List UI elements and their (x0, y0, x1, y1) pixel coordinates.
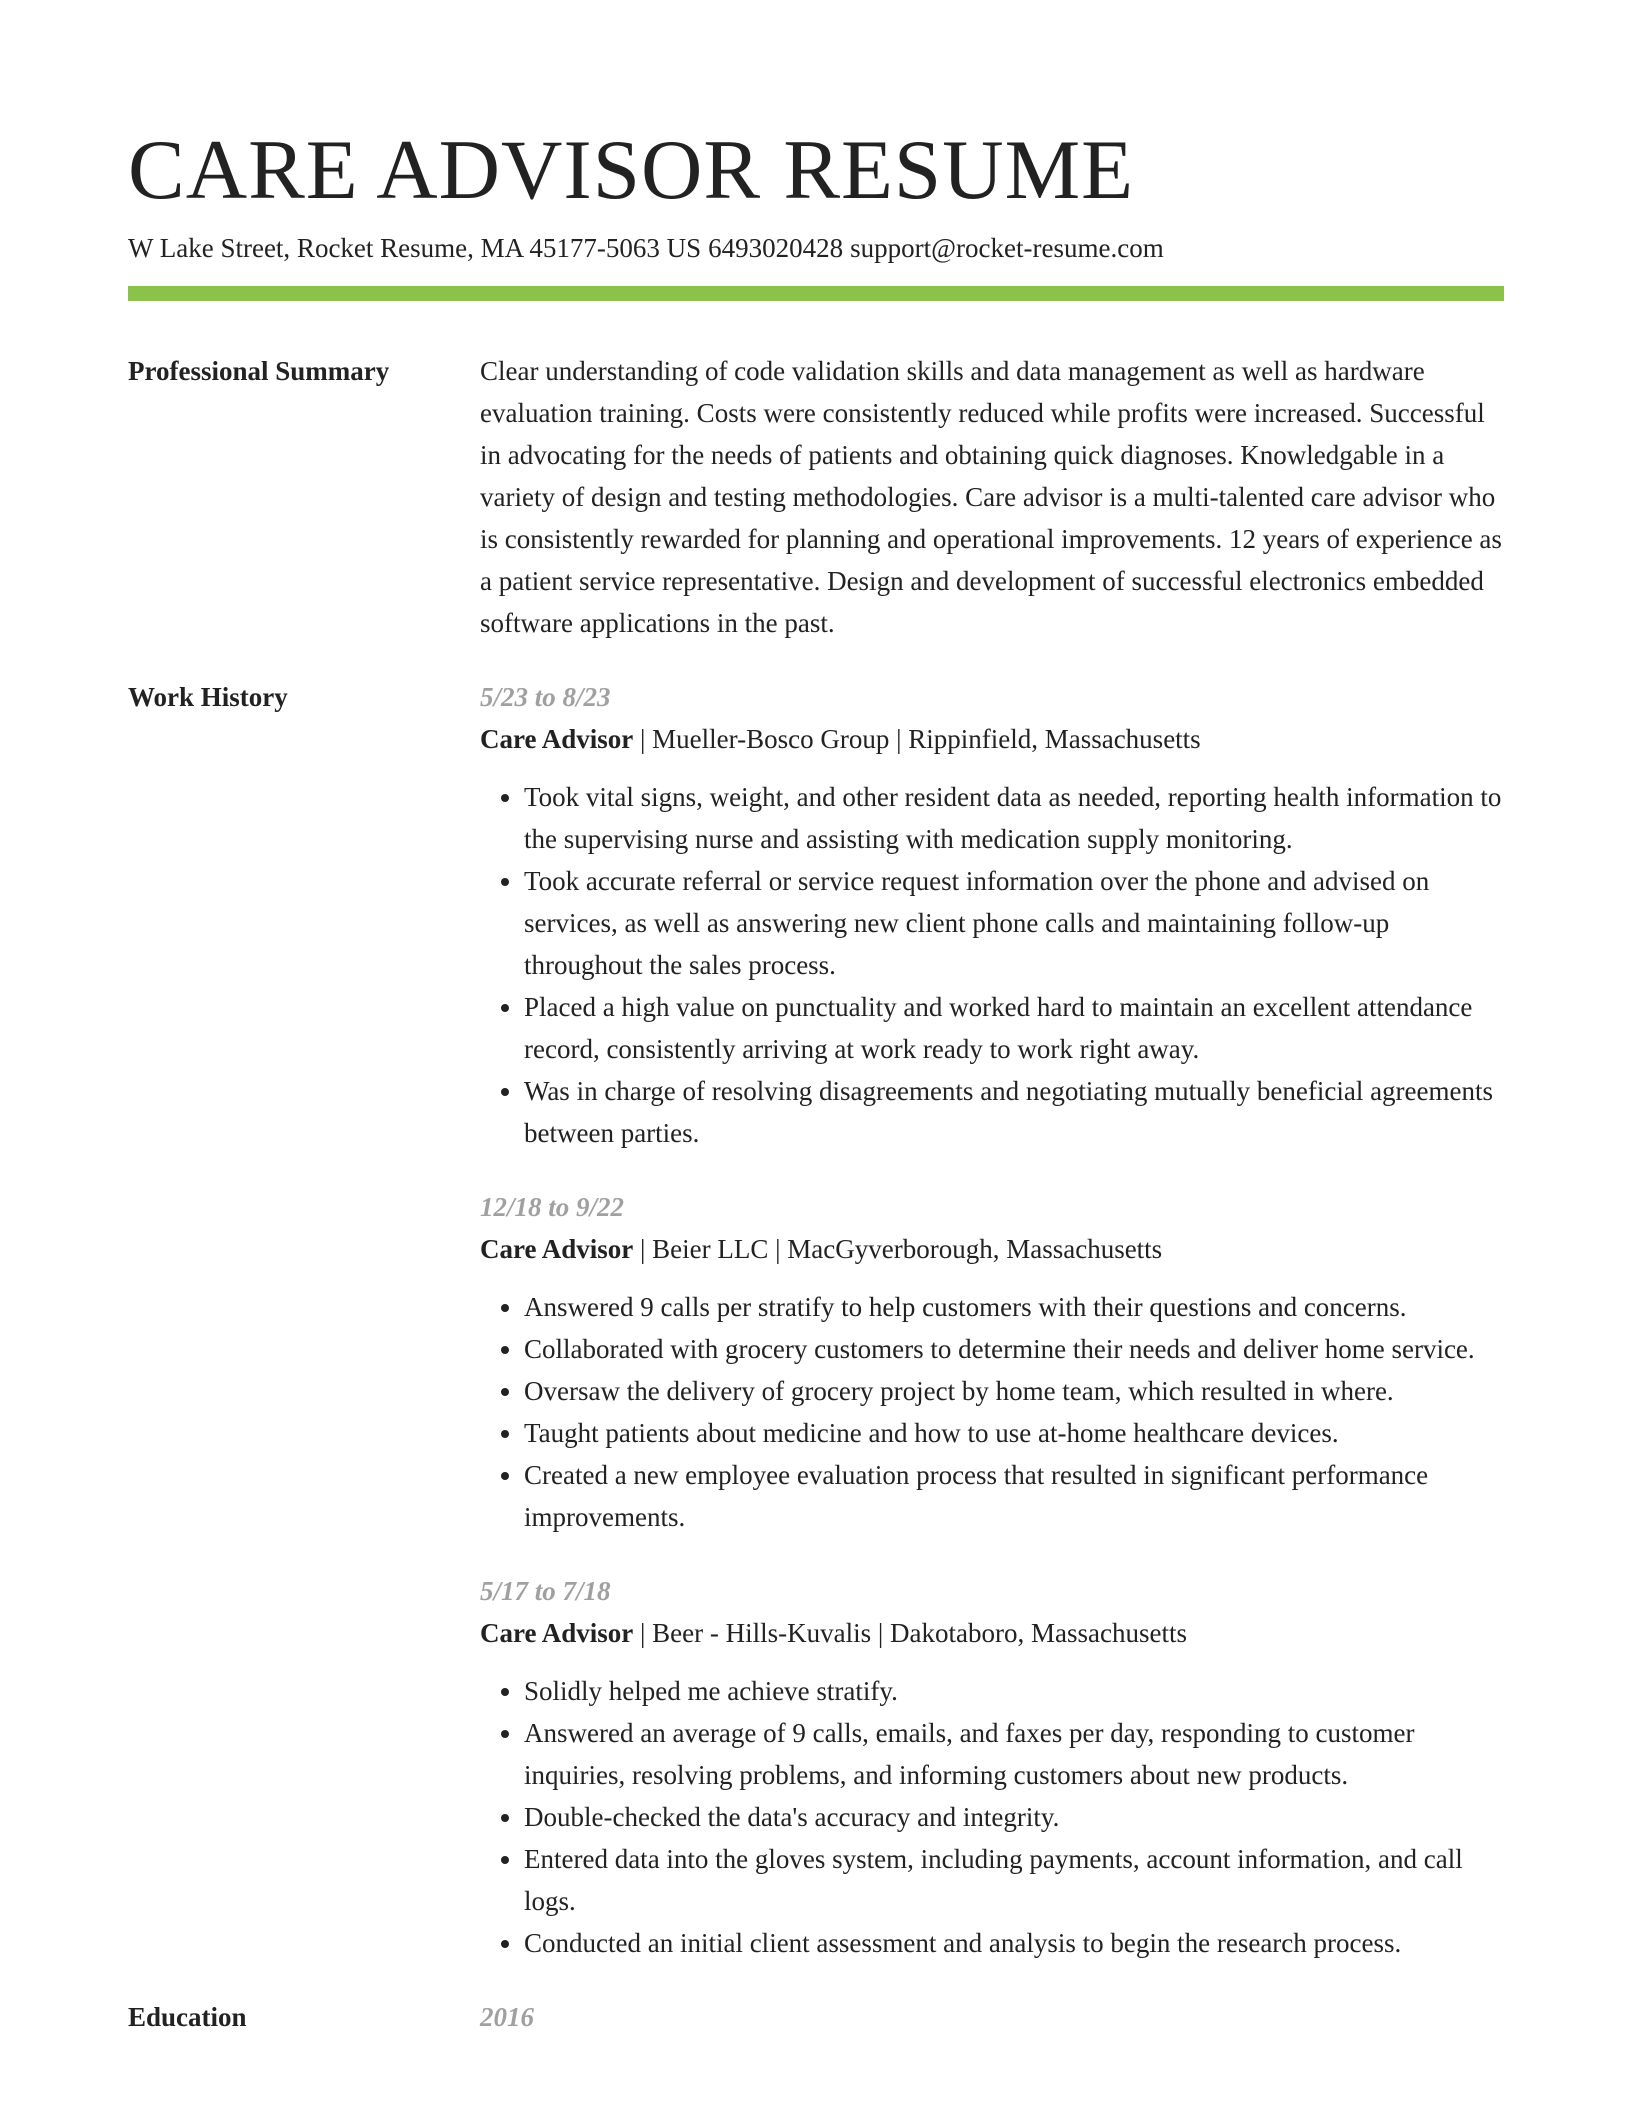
bullet-item: • Answered 9 calls per stratify to help customers with their questions and concerns. (524, 1286, 1504, 1328)
bullet-item: • Taught patients about medicine and how to use at-home healthcare devices. (524, 1412, 1504, 1454)
section-body (480, 676, 1504, 1964)
job-entry (480, 676, 1504, 1154)
job-heading (480, 718, 1504, 760)
job-dates: 5/17 to 7/18 (480, 1576, 611, 1606)
job-details: | Beer - Hills-Kuvalis | Dakotaboro, Massachusetts (633, 1618, 1187, 1648)
contact-email: support@rocket-resume.com (850, 233, 1164, 263)
section-body (480, 350, 1504, 644)
bullet-item: • Entered data into the gloves system, including payments, account information, and call logs. (524, 1838, 1504, 1922)
job-title: Care Advisor (480, 1618, 634, 1648)
job-title: Care Advisor (480, 724, 634, 754)
section-label: Work History (128, 682, 288, 712)
job-entry (480, 1186, 1504, 1538)
job-dates: 12/18 to 9/22 (480, 1192, 625, 1222)
contact-line (128, 230, 1164, 266)
section-label: Education (128, 2002, 247, 2032)
bullet-item: • Conducted an initial client assessment and analysis to begin the research process. (524, 1922, 1504, 1964)
job-details: | Mueller-Bosco Group | Rippinfield, Massachusetts (633, 724, 1201, 754)
resume-title: CARE ADVISOR RESUME (128, 123, 1135, 217)
bullet-item: • Double-checked the data's accuracy and integrity. (524, 1796, 1504, 1838)
resume-sections (128, 350, 1504, 2070)
job-entry (480, 1570, 1504, 1964)
job-bullets (480, 1670, 1504, 1964)
bullet-item: • Took vital signs, weight, and other resident data as needed, reporting health information to the supervising nurse and assisting with medication supply monitoring. (524, 776, 1504, 860)
job-bullets (480, 776, 1504, 1154)
job-heading (480, 1612, 1504, 1654)
contact-address: W Lake Street, Rocket Resume, MA 45177-5063 US (128, 233, 702, 263)
job-bullets (480, 1286, 1504, 1538)
professional-summary-section (128, 350, 1504, 644)
education-section (128, 1996, 1504, 2038)
work-history-section (128, 676, 1504, 1964)
bullet-item: • Collaborated with grocery customers to determine their needs and deliver home service. (524, 1328, 1504, 1370)
job-title: Care Advisor (480, 1234, 634, 1264)
bullet-item: • Answered an average of 9 calls, emails, and faxes per day, responding to customer inquiries, resolving problems, and informing customers about new products. (524, 1712, 1504, 1796)
section-body (480, 1996, 1504, 2038)
contact-phone: 6493020428 (708, 233, 844, 263)
education-dates: 2016 (480, 2002, 534, 2032)
summary-text: Clear understanding of code validation skills and data management as well as hardware evaluation training. Costs were consistently reduced while profits were increased. Successful in advocating for the needs of patients and obtaining quick diagnoses. Knowledgable in a variety of design and testing methodologies. Care advisor is a multi-talented care advisor who is consistently rewarded for planning and operational improvements. 12 years of experience as a patient service representative. Design and development of successful electronics embedded software applications in the past. (480, 356, 1502, 638)
section-label: Professional Summary (128, 356, 390, 386)
bullet-item: • Placed a high value on punctuality and worked hard to maintain an excellent attendance record, consistently arriving at work ready to work right away. (524, 986, 1504, 1070)
job-dates: 5/23 to 8/23 (480, 682, 611, 712)
header-divider (128, 286, 1504, 301)
bullet-item: • Was in charge of resolving disagreements and negotiating mutually beneficial agreements between parties. (524, 1070, 1504, 1154)
bullet-item: • Took accurate referral or service request information over the phone and advised on services, as well as answering new client phone calls and maintaining follow-up throughout the sales process. (524, 860, 1504, 986)
job-heading (480, 1228, 1504, 1270)
bullet-item: • Created a new employee evaluation process that resulted in significant performance improvements. (524, 1454, 1504, 1538)
bullet-item: • Solidly helped me achieve stratify. (524, 1670, 1504, 1712)
job-details: | Beier LLC | MacGyverborough, Massachusetts (633, 1234, 1163, 1264)
bullet-item: • Oversaw the delivery of grocery project by home team, which resulted in where. (524, 1370, 1504, 1412)
